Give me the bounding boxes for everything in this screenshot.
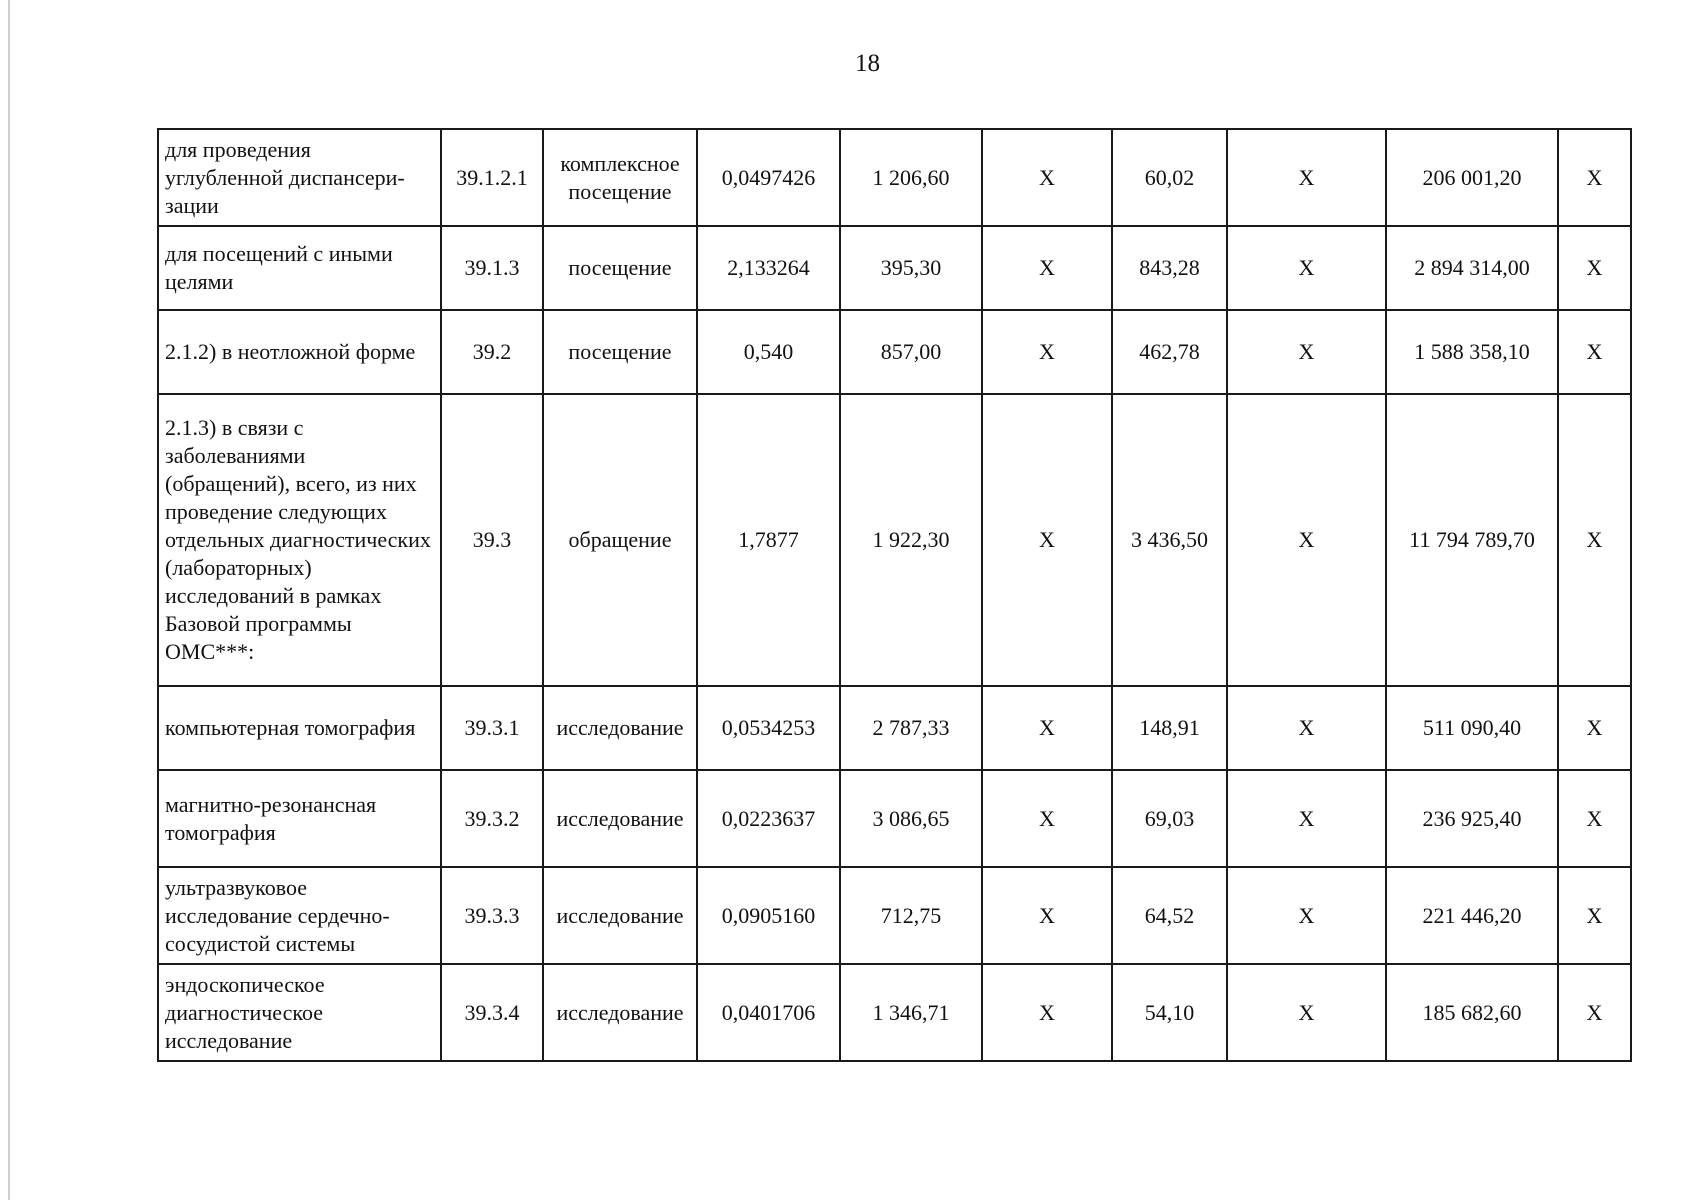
- row-cost-cell: 2 787,33: [840, 686, 982, 770]
- row-per-capita-cell: 54,10: [1112, 964, 1227, 1061]
- row-total-cell: 221 446,20: [1386, 867, 1558, 964]
- row-norm-cell: 0,0905160: [697, 867, 840, 964]
- table-row: [158, 129, 1631, 226]
- row-cost-cell: 3 086,65: [840, 770, 982, 867]
- row-x-cell: Х: [1558, 686, 1631, 770]
- row-name-cell: эндоскопическое диагностическое исследование: [158, 964, 441, 1061]
- row-code-cell: 39.3: [441, 394, 543, 686]
- table-row: [158, 867, 1631, 964]
- row-code-cell: 39.3.2: [441, 770, 543, 867]
- row-unit-cell: посещение: [543, 226, 697, 310]
- row-per-capita-cell: 843,28: [1112, 226, 1227, 310]
- row-norm-cell: 0,0401706: [697, 964, 840, 1061]
- row-cost-cell: 395,30: [840, 226, 982, 310]
- row-unit-cell: посещение: [543, 310, 697, 394]
- row-name-cell: 2.1.2) в неотложной форме: [158, 310, 441, 394]
- row-x-cell: Х: [982, 394, 1112, 686]
- row-name-cell: ультразвуковое исследование сердечно-сосудистой системы: [158, 867, 441, 964]
- row-total-cell: 511 090,40: [1386, 686, 1558, 770]
- row-code-cell: 39.1.2.1: [441, 129, 543, 226]
- row-x-cell: Х: [982, 770, 1112, 867]
- scan-edge-line: [8, 0, 10, 1200]
- row-total-cell: 2 894 314,00: [1386, 226, 1558, 310]
- data-table: [157, 128, 1632, 1062]
- row-unit-cell: исследование: [543, 770, 697, 867]
- row-x-cell: Х: [1227, 310, 1386, 394]
- row-code-cell: 39.3.1: [441, 686, 543, 770]
- row-x-cell: Х: [1558, 964, 1631, 1061]
- row-per-capita-cell: 64,52: [1112, 867, 1227, 964]
- row-name-cell: компьютерная томография: [158, 686, 441, 770]
- row-per-capita-cell: 69,03: [1112, 770, 1227, 867]
- table-row: [158, 226, 1631, 310]
- row-name-cell: для посещений с иными целями: [158, 226, 441, 310]
- row-unit-cell: исследование: [543, 867, 697, 964]
- row-norm-cell: 0,0223637: [697, 770, 840, 867]
- row-total-cell: 185 682,60: [1386, 964, 1558, 1061]
- page-number: 18: [855, 50, 880, 77]
- row-code-cell: 39.3.3: [441, 867, 543, 964]
- row-name-cell: 2.1.3) в связи с заболеваниями (обращений), всего, из них проведение следующих отдельных диагностических (лабораторных) исследований в рамках Базовой программы ОМС***:: [158, 394, 441, 686]
- row-cost-cell: 1 206,60: [840, 129, 982, 226]
- table-row: [158, 686, 1631, 770]
- row-code-cell: 39.3.4: [441, 964, 543, 1061]
- row-cost-cell: 1 346,71: [840, 964, 982, 1061]
- row-total-cell: 206 001,20: [1386, 129, 1558, 226]
- row-per-capita-cell: 462,78: [1112, 310, 1227, 394]
- row-x-cell: Х: [1227, 867, 1386, 964]
- row-x-cell: Х: [1227, 226, 1386, 310]
- row-x-cell: Х: [982, 129, 1112, 226]
- row-x-cell: Х: [1558, 226, 1631, 310]
- row-unit-cell: исследование: [543, 964, 697, 1061]
- row-unit-cell: обращение: [543, 394, 697, 686]
- row-norm-cell: 0,0497426: [697, 129, 840, 226]
- row-norm-cell: 0,540: [697, 310, 840, 394]
- row-x-cell: Х: [1227, 394, 1386, 686]
- row-x-cell: Х: [1558, 770, 1631, 867]
- row-x-cell: Х: [1227, 770, 1386, 867]
- row-x-cell: Х: [1558, 129, 1631, 226]
- row-unit-cell: исследование: [543, 686, 697, 770]
- row-unit-cell: комплексное посещение: [543, 129, 697, 226]
- row-x-cell: Х: [1558, 394, 1631, 686]
- row-x-cell: Х: [1558, 310, 1631, 394]
- row-x-cell: Х: [1227, 129, 1386, 226]
- row-x-cell: Х: [1227, 686, 1386, 770]
- row-per-capita-cell: 148,91: [1112, 686, 1227, 770]
- row-x-cell: Х: [1558, 867, 1631, 964]
- table-row: [158, 394, 1631, 686]
- row-norm-cell: 1,7877: [697, 394, 840, 686]
- row-cost-cell: 712,75: [840, 867, 982, 964]
- row-total-cell: 236 925,40: [1386, 770, 1558, 867]
- row-norm-cell: 0,0534253: [697, 686, 840, 770]
- row-norm-cell: 2,133264: [697, 226, 840, 310]
- row-per-capita-cell: 60,02: [1112, 129, 1227, 226]
- row-x-cell: Х: [1227, 964, 1386, 1061]
- row-cost-cell: 1 922,30: [840, 394, 982, 686]
- row-x-cell: Х: [982, 867, 1112, 964]
- row-x-cell: Х: [982, 310, 1112, 394]
- row-name-cell: магнитно-резонансная томография: [158, 770, 441, 867]
- table-row: [158, 964, 1631, 1061]
- row-total-cell: 11 794 789,70: [1386, 394, 1558, 686]
- row-code-cell: 39.2: [441, 310, 543, 394]
- table-row: [158, 310, 1631, 394]
- row-x-cell: Х: [982, 964, 1112, 1061]
- table-row: [158, 770, 1631, 867]
- row-per-capita-cell: 3 436,50: [1112, 394, 1227, 686]
- row-x-cell: Х: [982, 226, 1112, 310]
- row-total-cell: 1 588 358,10: [1386, 310, 1558, 394]
- row-name-cell: для проведения углубленной диспансери-зации: [158, 129, 441, 226]
- row-code-cell: 39.1.3: [441, 226, 543, 310]
- row-x-cell: Х: [982, 686, 1112, 770]
- row-cost-cell: 857,00: [840, 310, 982, 394]
